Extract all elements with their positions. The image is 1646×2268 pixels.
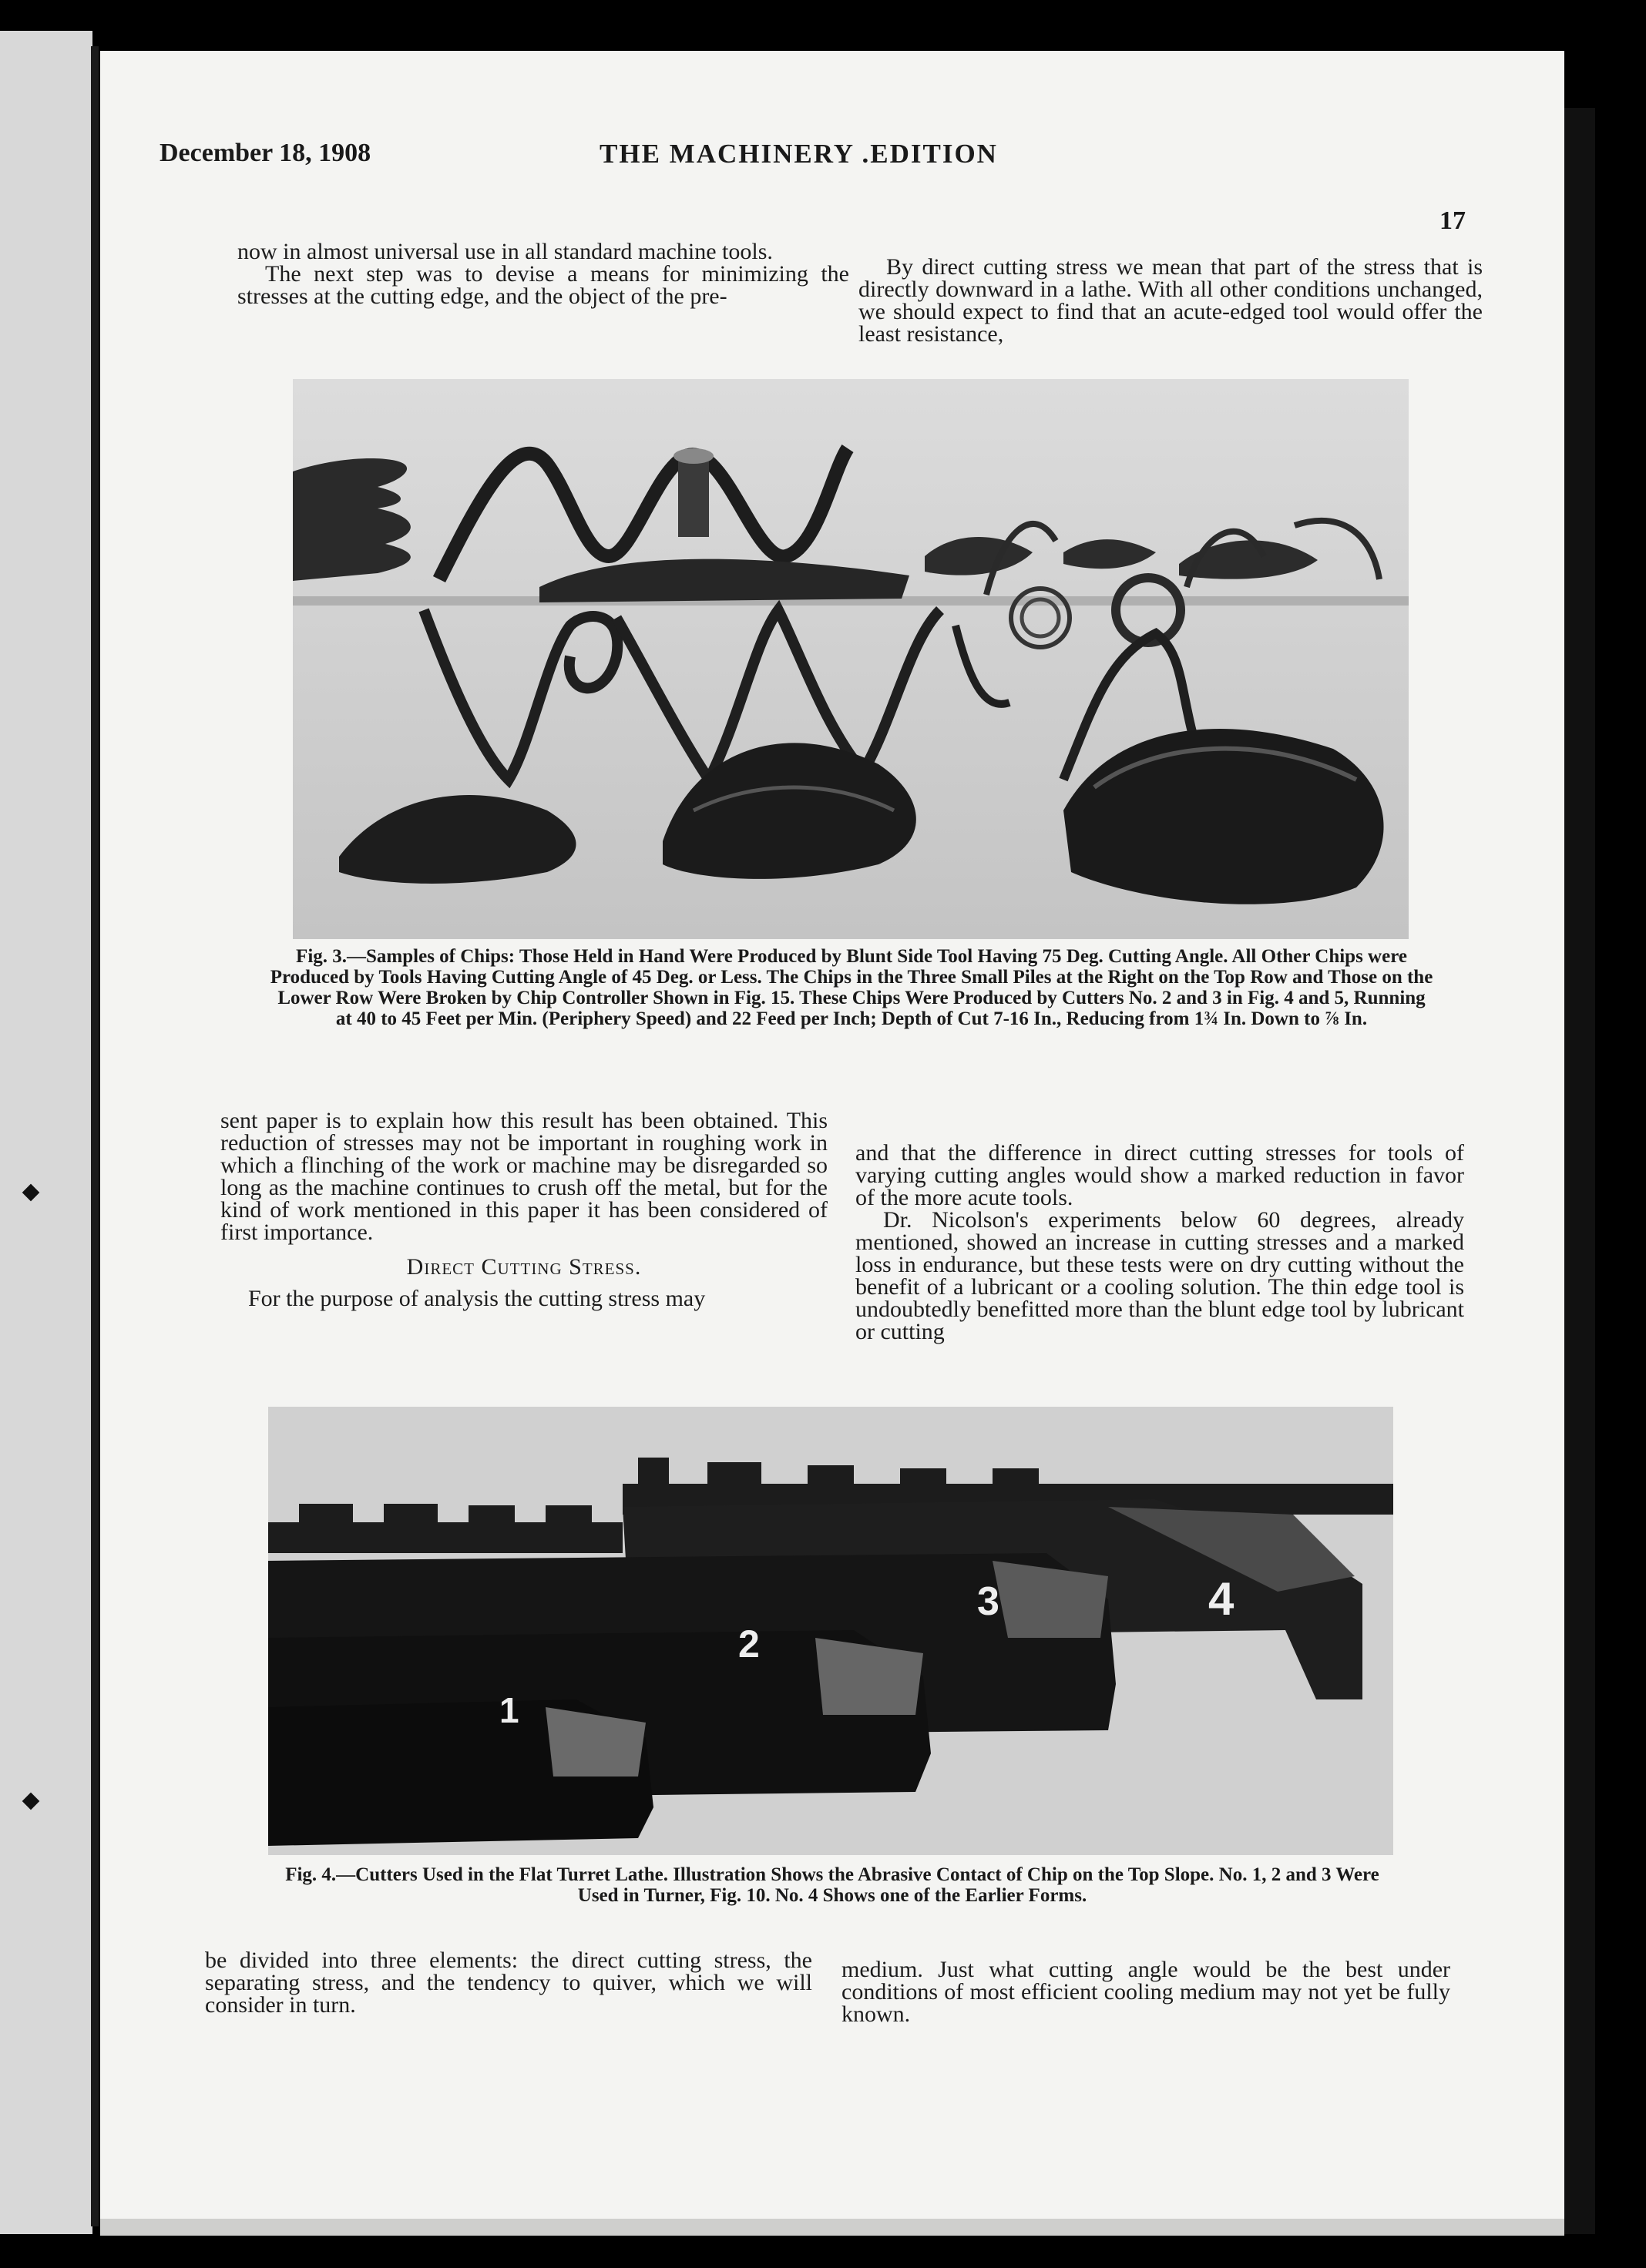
cutter-label-4: 4 (1208, 1573, 1234, 1625)
middle-left-column (220, 1109, 828, 1310)
paragraph: and that the difference in direct cutting stresses for tools of varying cutting angles would show a marked reduction in favor of the more acute tools. (855, 1140, 1464, 1210)
bottom-left-column (205, 1949, 812, 2016)
paragraph: Dr. Nicolson's experiments below 60 degrees, already mentioned, showed an increase in cutting stresses and a marked loss in endurance, but these tests were on dry cutting without the benefit of a lubricant or a cooling solution. The thin edge tool is undoubtedly benefitted more than the blunt edge tool by lubricant or cutting (855, 1207, 1464, 1344)
fig4-caption: Fig. 4.—Cutters Used in the Flat Turret Lathe. Illustration Shows the Abrasive Contact of Chip on the Top Slope. No. 1, 2 and 3 Were Used in Turner, Fig. 10. No. 4 Shows one of the Earlier Forms. (285, 1864, 1379, 1906)
gutter-mark (22, 1184, 40, 1202)
fig3-caption: Fig. 3.—Samples of Chips: Those Held in Hand Were Produced by Blunt Side Tool Having 75 Deg. Cutting Angle. All Other Chips were Produced by Tools Having Cutting Angle of 45 Deg. or Less. The Chips in the Three Small Piles at the Right on the Top Row and Those on the Lower Row Were Broken by Chip Controller Shown in Fig. 15. These Chips Were Produced by Cutters No. 2 and 3 in Fig. 4 and 5, Running at 40 to 45 Feet per Min. (Periphery Speed) and 22 Feed per Inch; Depth of Cut 7-16 In., Reducing from 1¾ In. Down to ⅞ In. (270, 946, 1433, 1029)
fig3-photo-chips (293, 379, 1409, 939)
section-heading: Direct Cutting Stress. (406, 1254, 642, 1280)
page-bottom-edge (100, 2219, 1564, 2236)
top-right-column (858, 256, 1483, 345)
paragraph: sent paper is to explain how this result has been obtained. This reduction of stresses may not be important in roughing work in which a flinching of the work or machine may be disregarded so long as the machine continues to crush off the metal, but for the kind of work mentioned in this paper it has been considered of first importance. (220, 1108, 828, 1245)
fig4-photo-cutters (268, 1407, 1393, 1855)
cutter-label-3: 3 (977, 1579, 999, 1624)
paragraph: now in almost universal use in all standard machine tools. (237, 239, 773, 264)
page-number: 17 (1439, 206, 1466, 235)
scan-right-edge (1564, 108, 1595, 2234)
paragraph: medium. Just what cutting angle would be the best under conditions of most efficient cooling medium may not yet be fully known. (841, 1957, 1450, 2027)
cutter-label-2: 2 (738, 1622, 760, 1666)
book-gutter (0, 31, 92, 2234)
gutter-mark (22, 1793, 40, 1810)
page-fold-shadow (91, 46, 99, 2226)
paragraph: The next step was to devise a means for minimizing the stresses at the cutting edge, and the object of the pre- (237, 261, 849, 309)
paragraph: By direct cutting stress we mean that part of the stress that is directly downward in a lathe. With all other conditions unchanged, we should expect to find that an acute-edged tool would offer the least resistance, (858, 254, 1483, 347)
header-date: December 18, 1908 (160, 139, 371, 167)
middle-right-column (855, 1142, 1464, 1343)
bottom-right-column (841, 1958, 1450, 2025)
paragraph: For the purpose of analysis the cutting stress may (248, 1286, 706, 1311)
header-title: THE MACHINERY .EDITION (600, 139, 998, 169)
cutter-label-1: 1 (499, 1690, 519, 1730)
top-left-column (237, 240, 849, 307)
paragraph: be divided into three elements: the direct cutting stress, the separating stress, and the tendency to quiver, which we will consider in turn. (205, 1948, 812, 2018)
